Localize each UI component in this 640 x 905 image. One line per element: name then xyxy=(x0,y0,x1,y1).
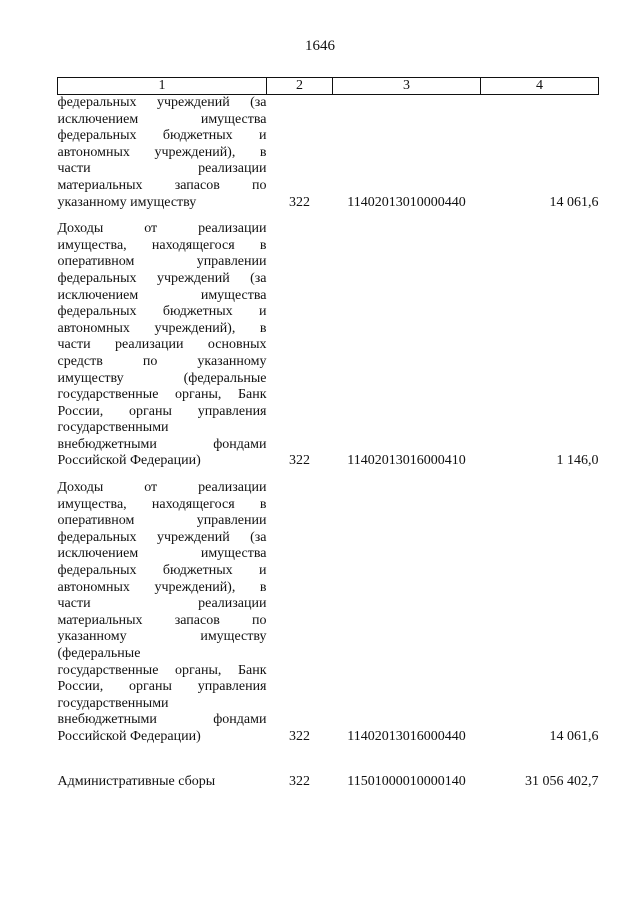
description-line: государственные органы, Банк xyxy=(57,662,267,678)
description-line: государственными xyxy=(57,420,169,436)
description-line: Доходы от реализации xyxy=(57,221,267,237)
description-line: части реализации основных xyxy=(57,337,267,353)
description-line: государственные органы, Банк xyxy=(57,387,267,403)
row-spacer xyxy=(58,746,599,774)
administrator-code: 322 xyxy=(289,453,310,469)
description-line: исключением имущества xyxy=(57,111,267,127)
header-row xyxy=(58,78,599,95)
description-line: Административные сборы xyxy=(57,773,216,789)
description-line: федеральных учреждений (за xyxy=(57,270,267,286)
row-spacer xyxy=(58,470,599,480)
column-header-2: 2 xyxy=(267,78,333,95)
description-line: внебюджетными фондами xyxy=(57,436,267,452)
description-line: России, органы управления xyxy=(57,403,267,419)
table-body xyxy=(58,95,599,791)
description-line: оперативном управлении xyxy=(57,513,267,529)
description-line: указанному имуществу xyxy=(57,194,197,210)
description-line: автономных учреждений), в xyxy=(57,320,267,336)
income-description xyxy=(58,774,267,791)
page-number: 1646 xyxy=(305,38,335,54)
table-row xyxy=(58,774,599,791)
description-line: имущества, находящегося в xyxy=(57,237,267,253)
description-line: исключением имущества xyxy=(57,546,267,562)
income-description xyxy=(58,480,267,746)
budget-classification-code: 11402013016000440 xyxy=(347,728,466,744)
column-header-1: 1 xyxy=(58,78,267,95)
row-spacer xyxy=(58,211,599,221)
description-line: федеральных бюджетных и xyxy=(57,304,267,320)
description-line: федеральных учреждений (за xyxy=(57,529,267,545)
amount: 31 056 402,7 xyxy=(525,773,599,789)
table-row xyxy=(58,480,599,746)
description-line: части реализации xyxy=(57,161,267,177)
description-line: исключением имущества xyxy=(57,287,267,303)
income-description xyxy=(58,221,267,470)
column-header-4: 4 xyxy=(481,78,599,95)
administrator-code: 322 xyxy=(289,728,310,744)
description-line: материальных запасов по xyxy=(57,177,267,193)
budget-table xyxy=(57,77,599,790)
description-line: оперативном управлении xyxy=(57,254,267,270)
description-line: Российской Федерации) xyxy=(57,728,201,744)
description-line: средств по указанному xyxy=(57,353,267,369)
administrator-code: 322 xyxy=(289,773,310,789)
amount: 14 061,6 xyxy=(549,728,599,744)
description-line: государственными xyxy=(57,695,169,711)
spacer-cell xyxy=(58,211,599,221)
description-line: внебюджетными фондами xyxy=(57,712,267,728)
description-line: автономных учреждений), в xyxy=(57,579,267,595)
description-line: автономных учреждений), в xyxy=(57,144,267,160)
description-line: имущества, находящегося в xyxy=(57,496,267,512)
spacer-cell xyxy=(58,470,599,480)
table-row xyxy=(58,221,599,470)
budget-classification-code: 11501000010000140 xyxy=(347,773,466,789)
description-line: материальных запасов по xyxy=(57,612,267,628)
description-line: федеральных учреждений (за xyxy=(57,95,267,110)
administrator-code: 322 xyxy=(289,194,310,210)
description-line: федеральных бюджетных и xyxy=(57,128,267,144)
table-header xyxy=(58,78,599,95)
amount: 14 061,6 xyxy=(549,194,599,210)
spacer-cell xyxy=(58,746,599,774)
amount: 1 146,0 xyxy=(556,453,599,469)
description-line: указанному имуществу xyxy=(57,629,267,645)
income-description xyxy=(58,95,267,212)
description-line: (федеральные xyxy=(57,646,141,661)
table-row xyxy=(58,95,599,212)
description-line: федеральных бюджетных и xyxy=(57,563,267,579)
description-line: Российской Федерации) xyxy=(57,453,201,469)
column-header-3: 3 xyxy=(333,78,481,95)
description-line: имуществу (федеральные xyxy=(57,370,267,386)
description-line: части реализации xyxy=(57,596,267,612)
budget-classification-code: 11402013010000440 xyxy=(347,194,466,210)
description-line: Доходы от реализации xyxy=(57,480,267,496)
budget-classification-code: 11402013016000410 xyxy=(347,453,466,469)
description-line: России, органы управления xyxy=(57,679,267,695)
